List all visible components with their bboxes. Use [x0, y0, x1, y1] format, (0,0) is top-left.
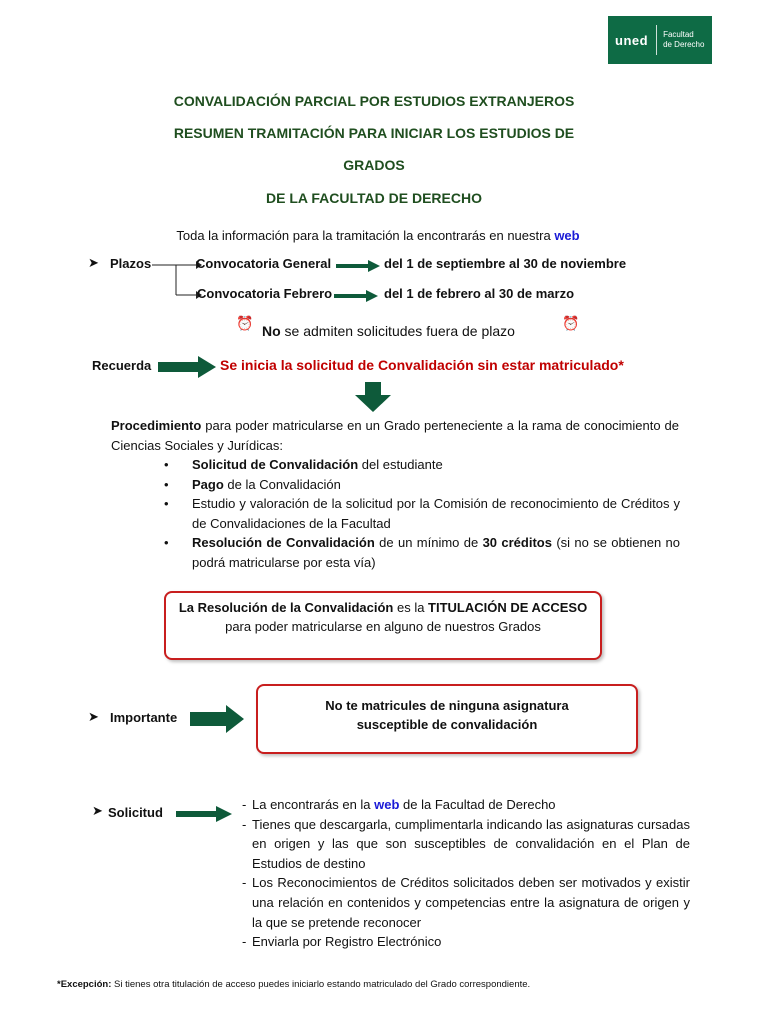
list-item-text: de la Convalidación	[223, 476, 341, 492]
logo-faculty-line2: de Derecho	[663, 40, 705, 49]
list-item-bold: 30 créditos	[482, 535, 552, 551]
list-item	[242, 932, 690, 952]
list-item	[242, 873, 690, 932]
procedimiento-list	[164, 455, 680, 573]
footnote-text: Si tienes otra titulación de acceso puedes iniciarlo estando matriculado del Grado correspondiente.	[111, 979, 531, 990]
logo-divider	[656, 25, 657, 55]
importante-box	[256, 684, 638, 754]
solicitud-item-4-text: Enviarla por Registro Electrónico	[252, 934, 442, 950]
convocatoria-general-label: Convocatoria General	[196, 256, 332, 271]
list-item-bold: Resolución de Convalidación	[192, 535, 375, 551]
title-line-2: RESUMEN TRAMITACIÓN PARA INICIAR LOS ESTUDIOS DE	[173, 125, 575, 141]
solicitud-item-1-post: de la Facultad de Derecho	[399, 797, 556, 812]
convocatoria-febrero-label: Convocatoria Febrero	[197, 286, 333, 301]
solicitud-label: Solicitud	[108, 805, 163, 820]
list-item	[164, 533, 680, 572]
convocatoria-febrero-dates: del 1 de febrero al 30 de marzo	[384, 286, 575, 301]
plazos-bullet: ➤	[88, 255, 99, 270]
title-line-3: GRADOS	[343, 157, 405, 173]
list-dash: -	[242, 875, 247, 891]
plazos-label: Plazos	[110, 256, 152, 271]
plazo-warning-no: No	[262, 323, 281, 339]
procedimiento-label: Procedimiento	[111, 418, 202, 433]
list-item	[164, 455, 680, 475]
list-item-bold: Pago	[192, 476, 224, 492]
list-dash: -	[242, 934, 247, 950]
footnote	[57, 979, 530, 990]
list-dash: -	[242, 816, 247, 832]
convocatoria-general-dates: del 1 de septiembre al 30 de noviembre	[384, 256, 627, 271]
list-item	[242, 815, 690, 874]
title-line-1: CONVALIDACIÓN PARCIAL POR ESTUDIOS EXTRANJEROS	[173, 93, 575, 109]
titulacion-acceso: TITULACIÓN DE ACCESO	[428, 600, 588, 615]
logo-wordmark: uned	[615, 32, 649, 48]
solicitud-web-link[interactable]: web	[374, 797, 400, 812]
resolucion-line-1	[166, 600, 600, 615]
list-item-text: del estudiante	[358, 457, 443, 472]
footnote-label: *Excepción:	[57, 979, 112, 990]
list-item	[164, 494, 680, 533]
intro-web-link[interactable]: web	[554, 228, 580, 243]
resolucion-line-2: para poder matricularse en alguno de nuestros Grados	[225, 619, 541, 634]
importante-box-text: No te matricules de ninguna asignatura susceptible de convalidación	[325, 698, 569, 732]
bullet-dot: •	[164, 535, 169, 551]
resolucion-box	[164, 591, 602, 660]
resolucion-mid: es la	[393, 600, 429, 615]
alarm-clock-icon: ⏰	[236, 315, 254, 331]
list-item-bold: Solicitud de Convalidación	[192, 457, 359, 472]
title-line-4: DE LA FACULTAD DE DERECHO	[266, 190, 482, 206]
importante-arrow-icon	[190, 705, 244, 733]
uned-logo	[608, 16, 712, 64]
recuerda-arrow-icon	[158, 356, 216, 378]
recuerda-label: Recuerda	[92, 358, 152, 373]
bullet-dot: •	[164, 457, 169, 472]
solicitud-arrow-icon	[176, 806, 232, 822]
plazo-warning-text: se admiten solicitudes fuera de plazo	[280, 323, 515, 339]
solicitud-list	[242, 795, 690, 952]
list-item-text: de un mínimo de	[374, 535, 483, 551]
intro-sentence: Toda la información para la tramitación la encontrarás en nuestra	[176, 228, 555, 243]
alarm-clock-icon: ⏰	[562, 315, 580, 331]
solicitud-bullet: ➤	[92, 803, 103, 818]
list-item-text: Estudio y valoración de la solicitud por la Comisión de reconocimiento de Créditos y de Convalidaciones de la Facultad	[192, 496, 680, 531]
general-arrow-icon	[336, 259, 380, 273]
resolucion-bold: La Resolución de la Convalidación	[178, 600, 394, 615]
bullet-dot: •	[164, 496, 169, 512]
procedimiento-text: para poder matricularse en un Grado perteneciente a la rama de conocimiento de Ciencias Sociales y Jurídicas:	[111, 418, 679, 453]
bullet-dot: •	[164, 476, 169, 492]
solicitud-item-3-text: Los Reconocimientos de Créditos solicitados deben ser motivados y existir una relación en contenidos y competencias entre la asignatura de origen y la que se pretende reconocer	[252, 875, 690, 930]
logo-faculty	[663, 30, 704, 50]
list-dash: -	[242, 797, 247, 812]
importante-bullet: ➤	[88, 709, 99, 724]
solicitud-item-1-text: La encontrarás en la	[252, 797, 375, 812]
plazo-warning	[262, 323, 515, 339]
procedimiento-paragraph	[111, 416, 679, 455]
list-item	[242, 795, 690, 815]
down-arrow-icon	[355, 382, 391, 412]
branch-arrows	[150, 260, 202, 300]
recuerda-text: Se inicia la solicitud de Convalidación sin estar matriculado*	[220, 357, 624, 373]
febrero-arrow-icon	[334, 289, 378, 303]
list-item	[164, 475, 680, 495]
importante-label: Importante	[110, 710, 178, 725]
logo-faculty-line1: Facultad	[663, 30, 694, 39]
solicitud-item-2-text: Tienes que descargarla, cumplimentarla indicando las asignaturas cursadas en origen y las que son susceptibles de convalidación en el Plan de Estudios de destino	[252, 816, 690, 871]
list-item-text: (si no se obtienen no podrá matricularse por esta vía)	[192, 535, 680, 570]
intro-text	[0, 228, 756, 243]
